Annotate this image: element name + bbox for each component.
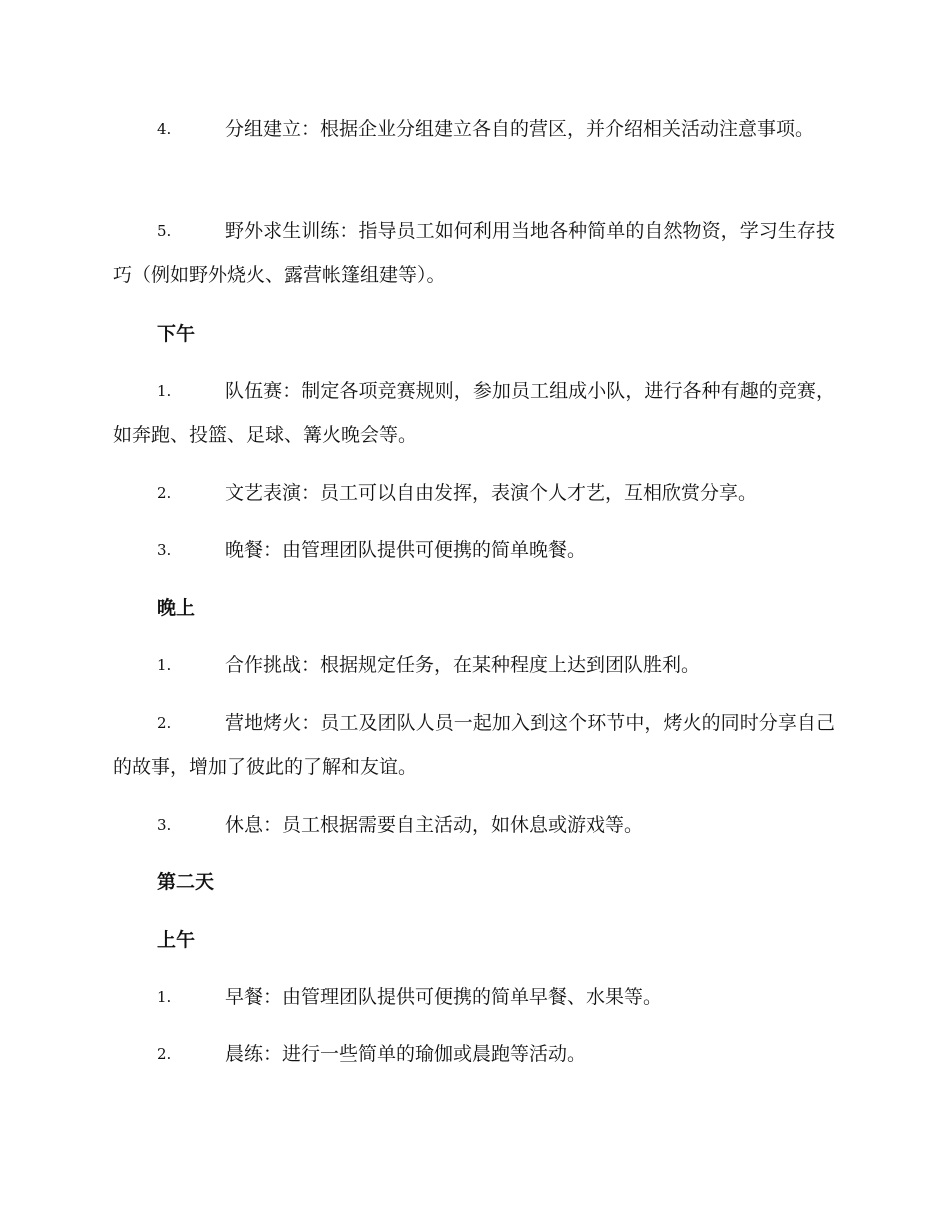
- item-text: 文艺表演：员工可以自由发挥，表演个人才艺，互相欣赏分享。: [225, 482, 758, 504]
- item-number: 2.: [157, 484, 172, 502]
- list-item: [113, 975, 835, 1019]
- item-number: 1.: [157, 988, 172, 1006]
- section-heading: 第二天: [157, 871, 215, 893]
- item-text: 晨练：进行一些简单的瑜伽或晨跑等活动。: [225, 1043, 587, 1065]
- section-heading: 上午: [157, 929, 196, 951]
- item-text: 休息：员工根据需要自主活动，如休息或游戏等。: [225, 814, 644, 836]
- section-heading: 下午: [157, 323, 196, 345]
- list-item: [113, 528, 835, 572]
- item-text: 晚餐：由管理团队提供可便携的简单晚餐。: [225, 539, 587, 561]
- item-number: 1.: [157, 656, 172, 674]
- item-text: 队伍赛：制定各项竞赛规则，参加员工组成小队，进行各种有趣的竞赛，如奔跑、投篮、足球、篝火晚会等。: [113, 380, 835, 446]
- item-text: 分组建立：根据企业分组建立各自的营区，并介绍相关活动注意事项。: [225, 118, 815, 140]
- list-item: [113, 209, 835, 297]
- item-number: 2.: [157, 714, 172, 732]
- list-item: [113, 107, 835, 151]
- list-item: [113, 471, 835, 515]
- item-number: 5.: [157, 222, 172, 240]
- section-heading: 晚上: [157, 597, 196, 619]
- item-text: 早餐：由管理团队提供可便携的简单早餐、水果等。: [225, 986, 663, 1008]
- list-item: [113, 1032, 835, 1076]
- item-number: 4.: [157, 120, 172, 138]
- item-text: 营地烤火：员工及团队人员一起加入到这个环节中，烤火的同时分享自己的故事，增加了彼此的了解和友谊。: [113, 712, 835, 778]
- list-item: [113, 803, 835, 847]
- item-number: 3.: [157, 541, 172, 559]
- item-number: 2.: [157, 1045, 172, 1063]
- list-item: [113, 643, 835, 687]
- list-item: [113, 701, 835, 789]
- item-number: 1.: [157, 382, 172, 400]
- item-text: 合作挑战：根据规定任务，在某种程度上达到团队胜利。: [225, 654, 701, 676]
- list-item: [113, 369, 835, 457]
- item-text: 野外求生训练：指导员工如何利用当地各种简单的自然物资，学习生存技巧（例如野外烧火、露营帐篷组建等）。: [113, 220, 835, 286]
- item-number: 3.: [157, 816, 172, 834]
